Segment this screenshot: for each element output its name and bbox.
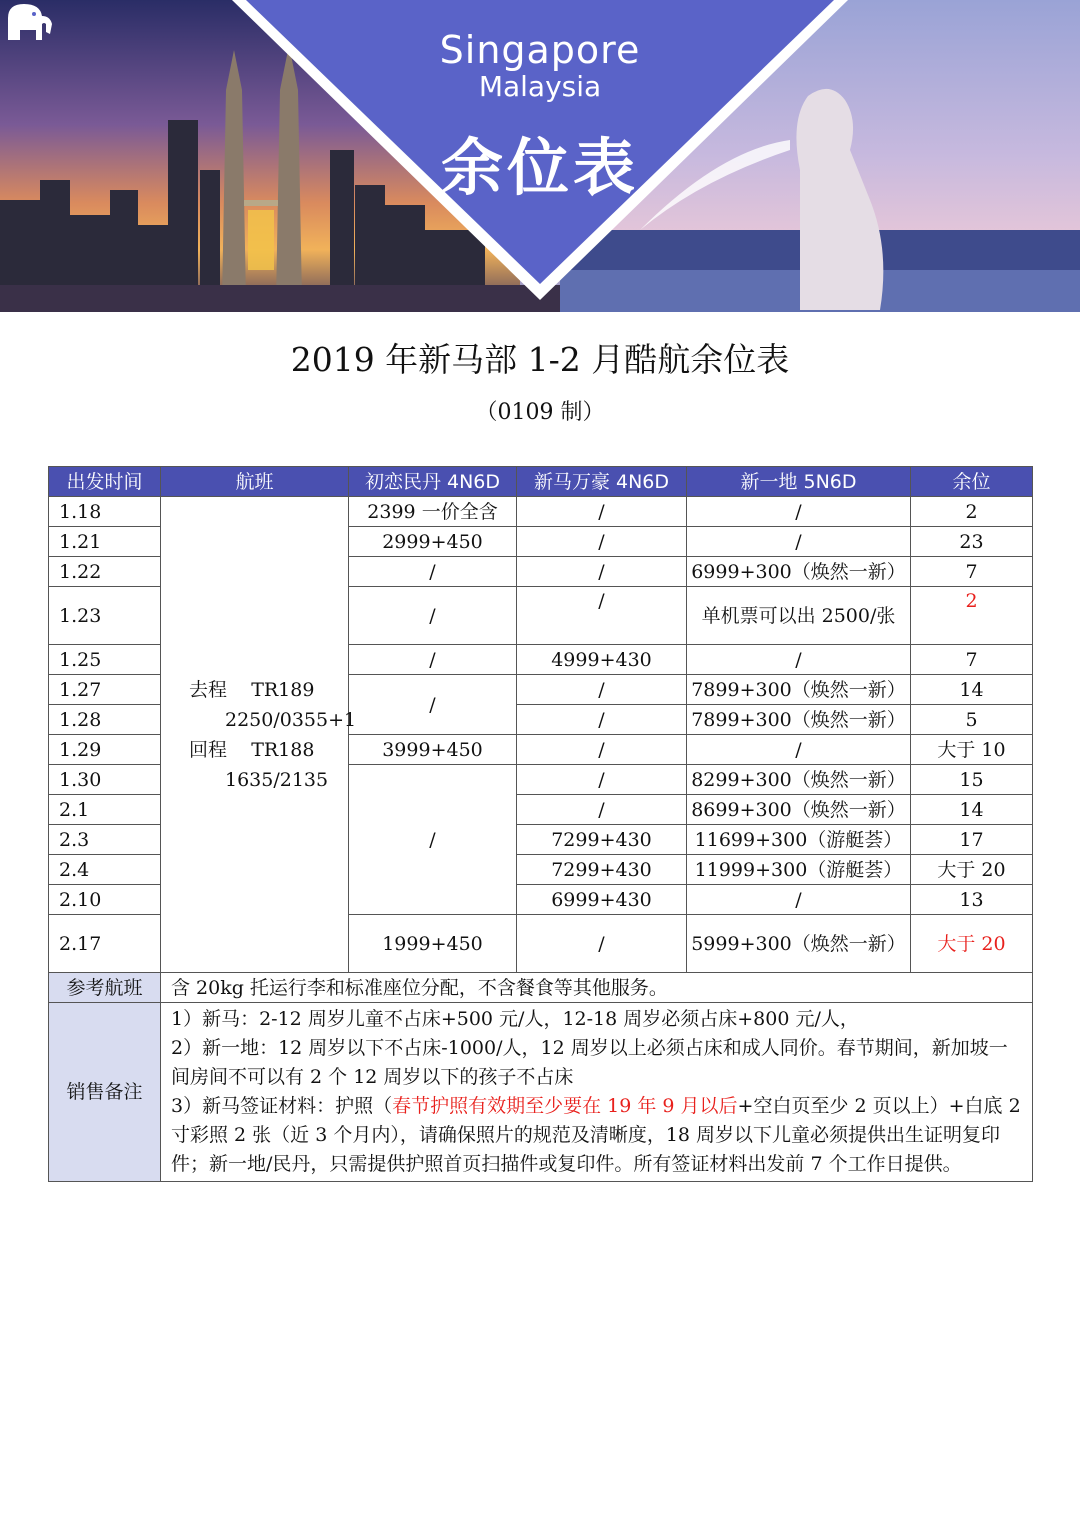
flight-out-code: TR189 — [251, 678, 315, 701]
cell-singapore-only: 6999+300（焕然一新） — [687, 557, 911, 587]
cell-marriott: / — [517, 795, 687, 825]
cell-marriott: / — [517, 527, 687, 557]
cell-marriott: 7299+430 — [517, 855, 687, 885]
reference-flight-label: 参考航班 — [49, 973, 161, 1003]
note-3 — [171, 1092, 1022, 1179]
cell-date: 1.23 — [49, 587, 161, 645]
flight-return-time: 1635/2135 — [225, 768, 329, 791]
banner-title-cn: 余位表 — [440, 131, 639, 204]
header-seats: 余位 — [911, 467, 1033, 497]
cell-date: 1.30 — [49, 765, 161, 795]
flight-info-cell — [161, 497, 357, 973]
cell-bintan: / — [349, 675, 517, 735]
table-header-row — [49, 467, 1033, 497]
availability-table — [48, 466, 1033, 1182]
note-2: 2）新一地：12 周岁以下不占床-1000/人，12 周岁以上必须占床和成人同价。春节期间，新加坡一间房间不可以有 2 个 12 周岁以下的孩子不占床 — [171, 1037, 1008, 1088]
cell-bintan: 3999+450 — [349, 735, 517, 765]
header-departure: 出发时间 — [49, 467, 161, 497]
sales-notes-text — [161, 1003, 1033, 1182]
note-3-rest: +空白页至少 2 页以上）+白底 2 寸彩照 2 张（近 3 个月内），请确保照片的规范及清晰度，18 周岁以下儿童必须提供出生证明复印件；新一地/民丹，只需提供护照首页扫描件或复印件。所有签证材料出发前 7 个工作日提供。 — [171, 1095, 1021, 1175]
cell-singapore-only: / — [687, 735, 911, 765]
cell-marriott: / — [517, 497, 687, 527]
cell-singapore-only: 5999+300（焕然一新） — [687, 915, 911, 973]
cell-date: 1.25 — [49, 645, 161, 675]
cell-date: 1.28 — [49, 705, 161, 735]
cell-seats: 14 — [911, 675, 1033, 705]
flight-out-time: 2250/0355+1 — [225, 708, 357, 731]
cell-date: 1.21 — [49, 527, 161, 557]
cell-singapore-only: / — [687, 497, 911, 527]
cell-bintan: 1999+450 — [349, 915, 517, 973]
banner-title-singapore: Singapore — [439, 28, 641, 72]
header-singapore-only: 新一地 5N6D — [687, 467, 911, 497]
header-bintan: 初恋民丹 4N6D — [349, 467, 517, 497]
cell-singapore-only: 11999+300（游艇荟） — [687, 855, 911, 885]
cell-singapore-only: 7899+300（焕然一新） — [687, 675, 911, 705]
cell-marriott: / — [517, 675, 687, 705]
cell-seats: 7 — [911, 557, 1033, 587]
cell-marriott: / — [517, 557, 687, 587]
document-title: 2019 年新马部 1-2 月酷航余位表 — [290, 340, 790, 379]
cell-seats: 2 — [911, 497, 1033, 527]
header-flight: 航班 — [161, 467, 349, 497]
cell-marriott: / — [517, 587, 687, 645]
cell-date: 2.4 — [49, 855, 161, 885]
cell-date: 1.27 — [49, 675, 161, 705]
cell-seats: 23 — [911, 527, 1033, 557]
cell-seats: 大于 20 — [911, 855, 1033, 885]
cell-bintan: / — [349, 645, 517, 675]
cell-date: 1.29 — [49, 735, 161, 765]
cell-bintan: 2999+450 — [349, 527, 517, 557]
cell-bintan: / — [349, 765, 517, 915]
cell-date: 2.17 — [49, 915, 161, 973]
cell-seats: 13 — [911, 885, 1033, 915]
sales-notes-label: 销售备注 — [49, 1003, 161, 1182]
reference-flight-row — [49, 973, 1033, 1003]
cell-singapore-only: / — [687, 885, 911, 915]
cell-seats: 5 — [911, 705, 1033, 735]
cell-singapore-only: 7899+300（焕然一新） — [687, 705, 911, 735]
cell-singapore-only: 单机票可以出 2500/张 — [687, 587, 911, 645]
cell-marriott: 6999+430 — [517, 885, 687, 915]
header-banner — [0, 0, 1080, 312]
cell-singapore-only: 8299+300（焕然一新） — [687, 765, 911, 795]
table-row — [49, 497, 1033, 527]
cell-seats: 大于 20 — [911, 915, 1033, 973]
note-3-highlight: 春节护照有效期至少要在 19 年 9 月以后 — [392, 1095, 738, 1117]
cell-marriott: 4999+430 — [517, 645, 687, 675]
cell-marriott: / — [517, 915, 687, 973]
flight-out-label: 去程 — [189, 678, 228, 701]
flight-return-code: TR188 — [251, 738, 315, 761]
cell-marriott: / — [517, 705, 687, 735]
cell-bintan: / — [349, 557, 517, 587]
cell-bintan: 2399 一价全含 — [349, 497, 517, 527]
cell-marriott: / — [517, 765, 687, 795]
cell-seats: 2 — [911, 587, 1033, 645]
cell-date: 1.22 — [49, 557, 161, 587]
cell-singapore-only: / — [687, 527, 911, 557]
document-subtitle: （0109 制） — [475, 400, 605, 425]
header-marriott: 新马万豪 4N6D — [517, 467, 687, 497]
reference-flight-text: 含 20kg 托运行李和标准座位分配，不含餐食等其他服务。 — [161, 973, 1033, 1003]
cell-date: 2.3 — [49, 825, 161, 855]
cell-seats: 7 — [911, 645, 1033, 675]
cell-date: 1.18 — [49, 497, 161, 527]
cell-singapore-only: 11699+300（游艇荟） — [687, 825, 911, 855]
cell-seats: 14 — [911, 795, 1033, 825]
cell-marriott: / — [517, 735, 687, 765]
note-1: 1）新马：2-12 周岁儿童不占床+500 元/人，12-18 周岁必须占床+800 元/人， — [171, 1008, 859, 1030]
elephant-icon — [0, 0, 62, 44]
cell-singapore-only: / — [687, 645, 911, 675]
flight-return-label: 回程 — [189, 738, 228, 761]
cell-date: 2.1 — [49, 795, 161, 825]
banner-title-malaysia: Malaysia — [478, 70, 602, 103]
cell-seats: 15 — [911, 765, 1033, 795]
sales-notes-row — [49, 1003, 1033, 1182]
cell-marriott: 7299+430 — [517, 825, 687, 855]
note-3-start: 3）新马签证材料：护照（ — [171, 1095, 393, 1117]
cell-bintan: / — [349, 587, 517, 645]
cell-seats: 大于 10 — [911, 735, 1033, 765]
cell-seats: 17 — [911, 825, 1033, 855]
cell-singapore-only: 8699+300（焕然一新） — [687, 795, 911, 825]
cell-date: 2.10 — [49, 885, 161, 915]
